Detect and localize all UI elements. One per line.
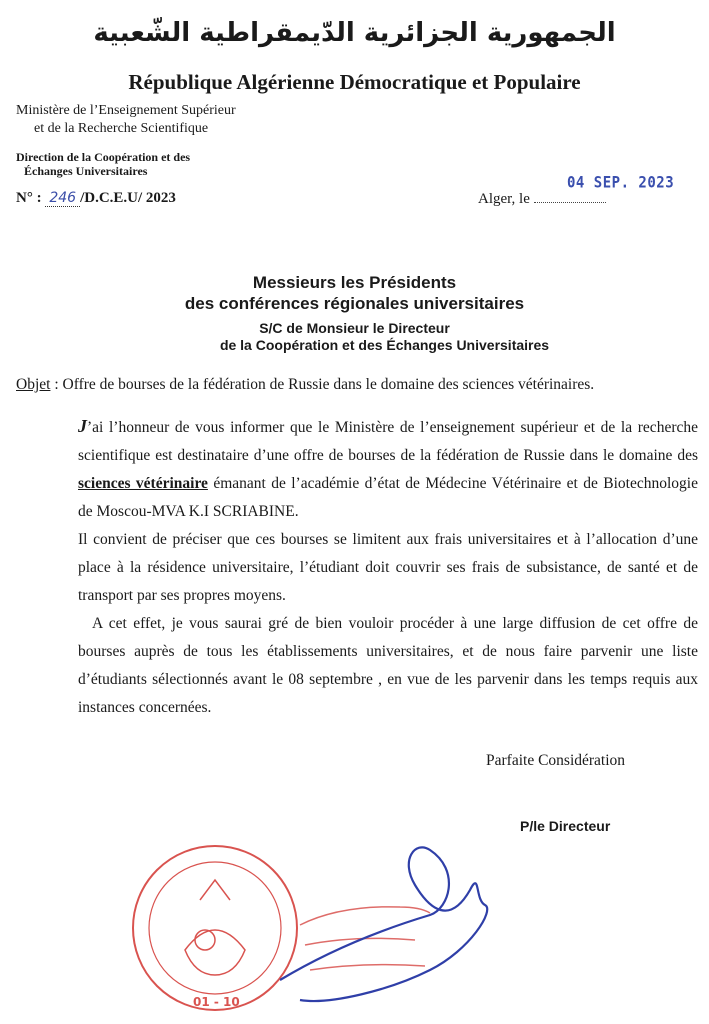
seal-inner-ring [149,862,281,994]
subject-label: Objet [16,376,51,393]
place-date [478,191,606,208]
reference-prefix: N° : [16,190,42,206]
official-stamp-and-signature [130,830,510,1020]
subject-line [16,376,594,394]
recipients-line-2: des conférences régionales universitaires [184,294,525,313]
recipients-block [0,272,709,314]
closing-consideration: Parfaite Considération [486,752,626,769]
ministry-block [16,102,236,138]
paragraph-1-emphasis: sciences vétérinaire [78,475,208,492]
place-label: Alger, le [478,191,530,207]
recipients-line-1: Messieurs les Présidents [252,273,457,292]
letter-body [78,412,698,722]
paragraph-1-part-a: ’ai l’honneur de vous informer que le Ministère de l’enseignement supérieur et de la recherche scientifique est destinataire d’une offre de bourses de la fédération de Russie dans le domaine des [78,419,698,464]
seal-number: 01 - 10 [193,995,240,1009]
paragraph-3: A cet effet, je vous saurai gré de bien vouloir procéder à une large diffusion de cet offre de bourses auprès de tous les établissements universitaires, et de nous faire parvenir une liste d’étudiants sélectionnés avant le 08 septembre , en vue de les parvenir dans les temps requis aux instances concernées. [78,615,698,716]
paragraph-1-initial: J [78,416,87,436]
via-line-2: de la Coopération et des Échanges Universitaires [219,337,550,353]
via-line-1: S/C de Monsieur le Directeur [259,320,450,336]
via-block [0,320,709,354]
stamp-line-3 [310,965,425,970]
seal-outer-ring [133,846,297,1010]
paragraph-1-part-b: émanant de l’académie d’état de Médecine Vétérinaire et de Biotechnologie de Moscou-MVA K.I SCRIABINE. [78,475,698,520]
date-stamp: 04 SEP. 2023 [567,173,675,193]
direction-block [16,150,190,178]
paragraph-2: Il convient de préciser que ces bourses se limitent aux frais universitaires et à l’allocation d’une place à la résidence universitaire, l’étudiant doit couvrir ses frais de subsistance, de santé et de transport par ses propres moyens. [78,531,698,604]
round-seal [133,846,297,1010]
date-dotted-line [534,192,606,203]
signer-title: P/le Directeur [520,818,611,834]
subject-text: : Offre de bourses de la fédération de Russie dans le domaine des sciences vétérinaires. [50,376,595,393]
ministry-line-2: et de la Recherche Scientifique [34,121,209,136]
reference-number [16,190,176,207]
ministry-line-1: Ministère de l’Enseignement Supérieur [16,103,236,118]
reference-handwritten-number: 246 [45,190,80,207]
paragraph-1 [78,412,698,526]
reference-suffix: /D.C.E.U/ 2023 [80,190,176,206]
arabic-title: الجمهورية الجزائرية الدّيمقراطية الشّعبية [93,18,616,48]
direction-line-1: Direction de la Coopération et des [16,150,191,164]
seal-emblem-top [200,880,230,900]
french-title: République Algérienne Démocratique et Populaire [128,70,581,94]
direction-line-2: Échanges Universitaires [24,164,148,178]
handwritten-signature [280,847,487,1001]
